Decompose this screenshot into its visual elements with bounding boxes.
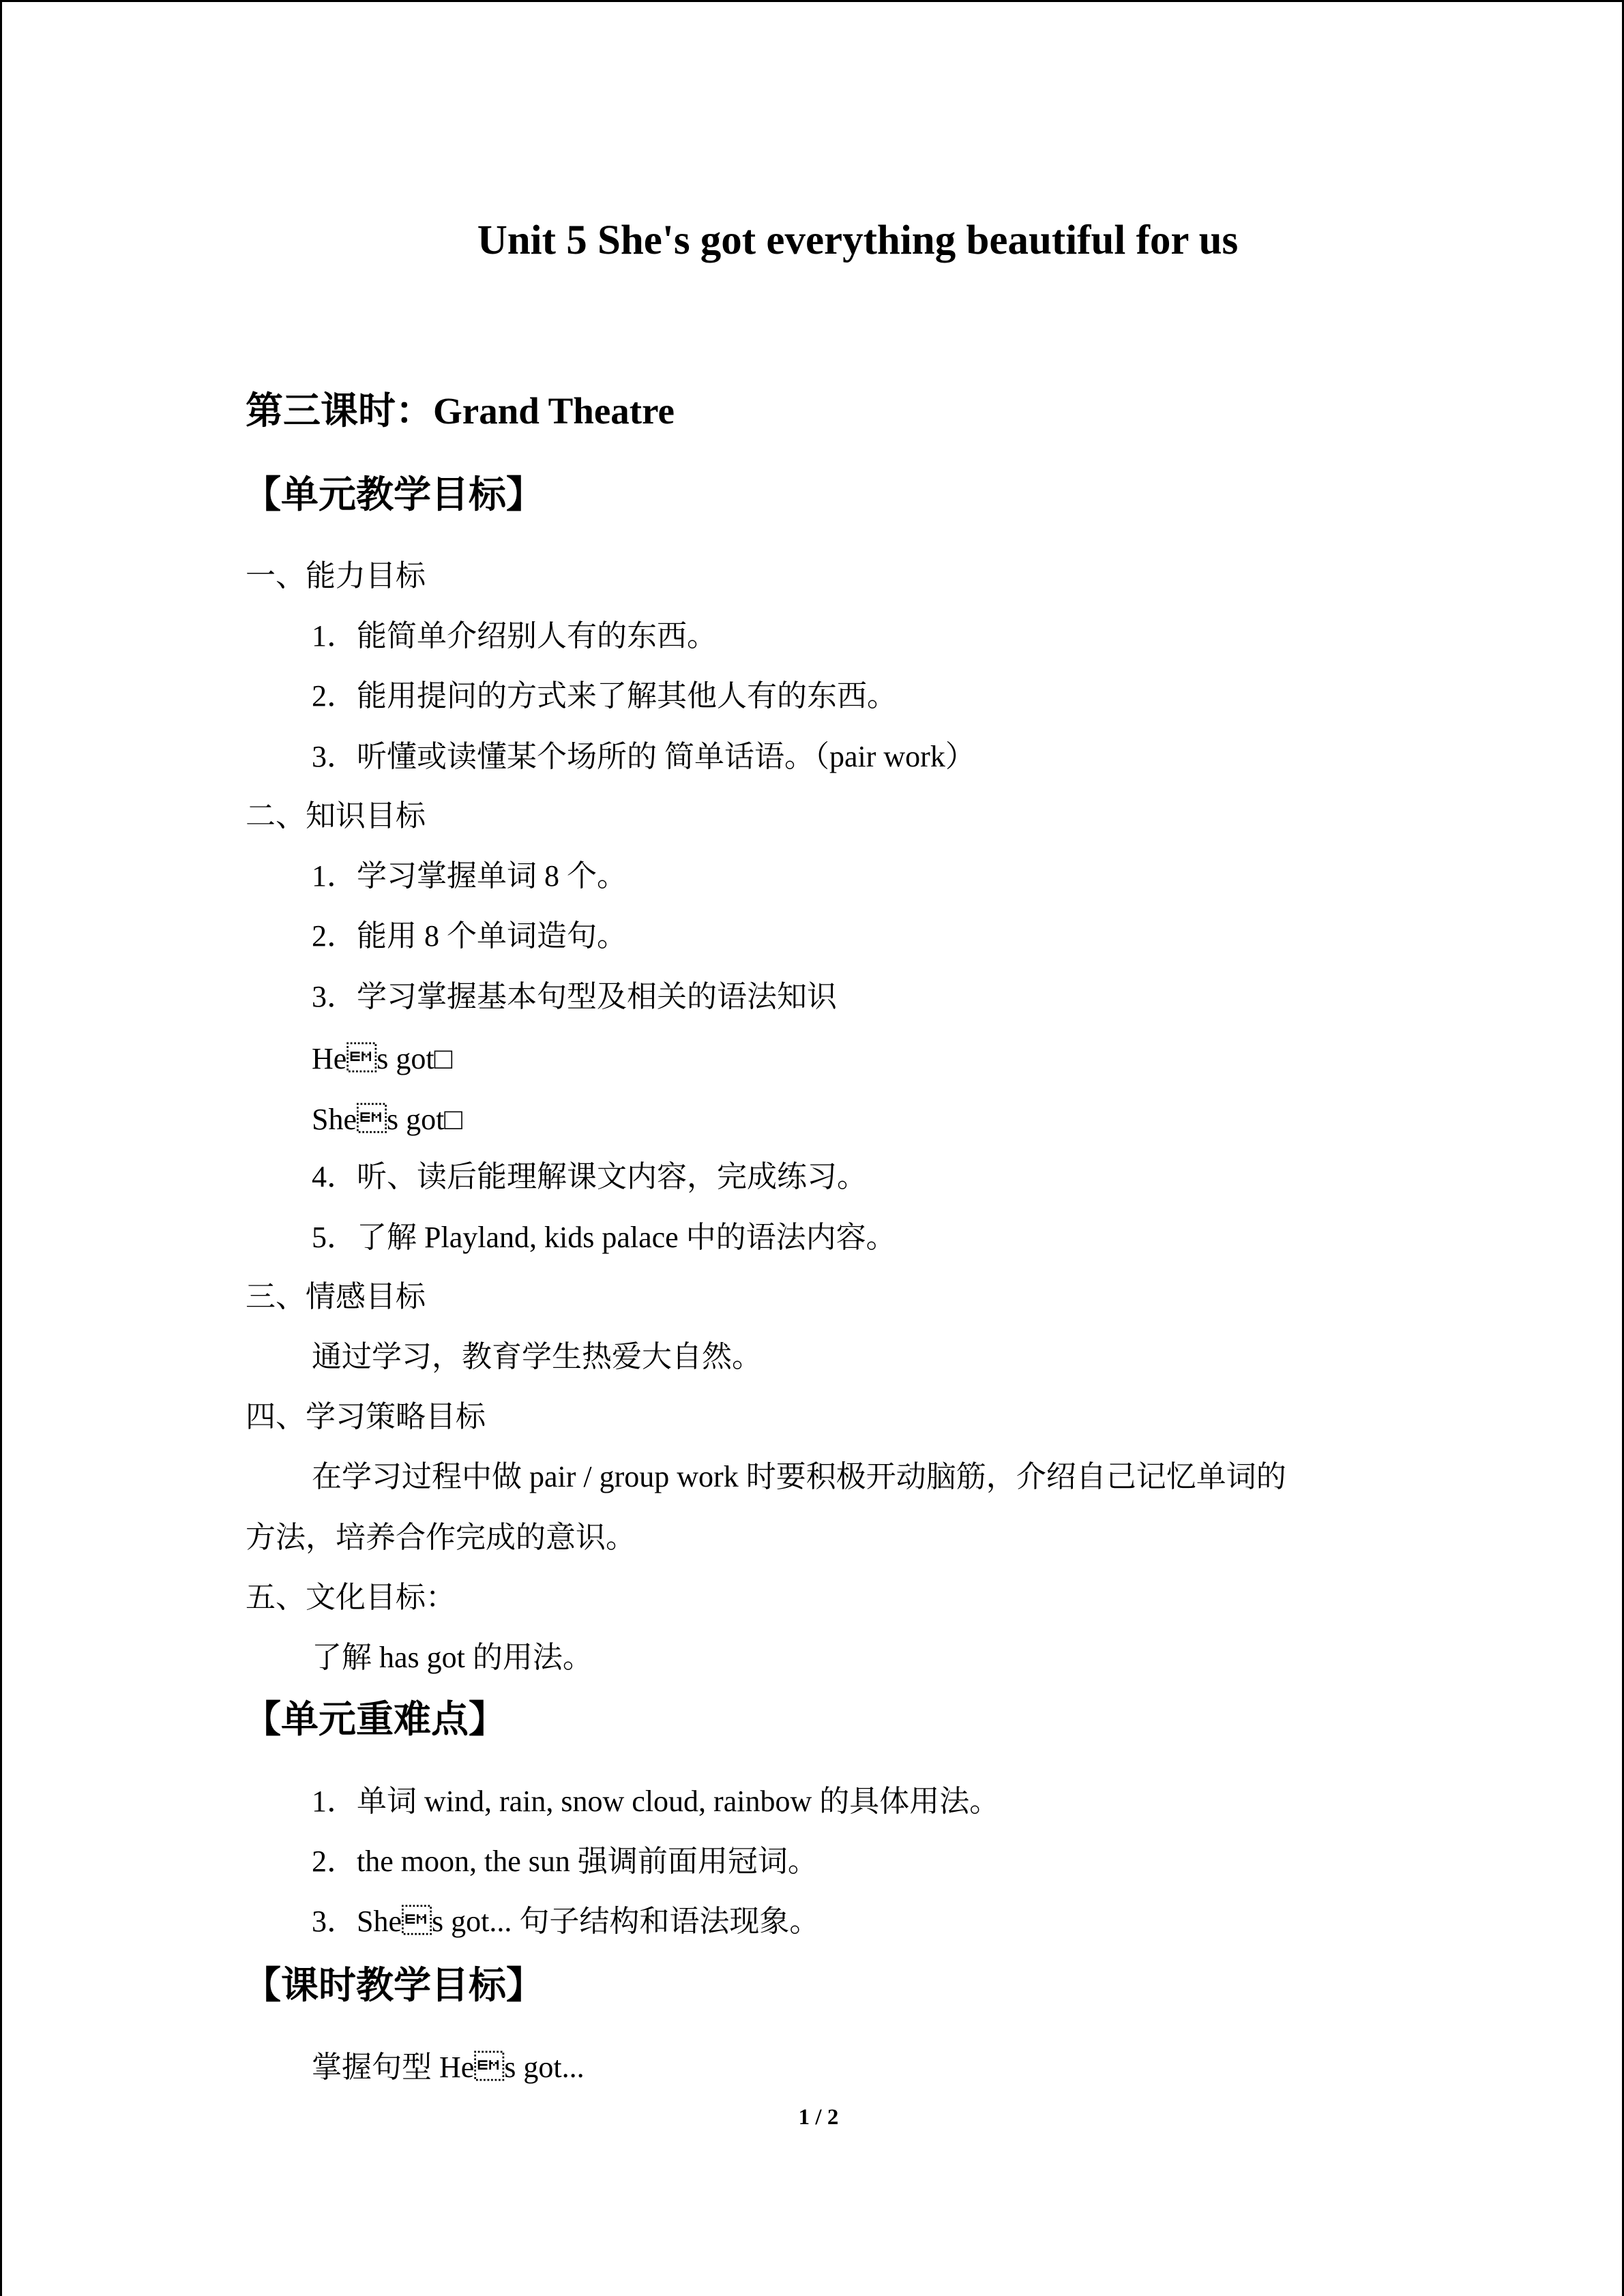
ability-item-3: 3．听懂或读懂某个场所的 简单话语。（pair work） — [312, 740, 975, 773]
page-left-border — [0, 0, 2, 2296]
knowledge-item-1: 1．学习掌握单词 8 个。 — [312, 859, 627, 893]
culture-objectives-label: 五、文化目标： — [246, 1581, 456, 1614]
knowledge-item-5: 5．了解 Playland, kids palace 中的语法内容。 — [312, 1221, 896, 1254]
culture-objectives-text: 了解 has got 的用法。 — [312, 1641, 593, 1674]
lesson-objectives-heading: 【课时教学目标】 — [243, 1965, 544, 2006]
knowledge-item-4: 4．听、读后能理解课文内容，完成练习。 — [312, 1160, 867, 1193]
emotion-objectives-text: 通过学习，教育学生热爱大自然。 — [312, 1340, 762, 1373]
emotion-objectives-label: 三、情感目标 — [246, 1280, 426, 1313]
page-top-border — [0, 0, 1624, 2]
ability-item-2: 2．能用提问的方式来了解其他人有的东西。 — [312, 679, 897, 713]
strategy-objectives-label: 四、学习策略目标 — [246, 1400, 486, 1433]
key-points-heading: 【单元重难点】 — [243, 1699, 507, 1740]
ability-item-1: 1．能简单介绍别人有的东西。 — [312, 619, 717, 653]
strategy-objectives-line-2: 方法，培养合作完成的意识。 — [246, 1521, 636, 1554]
lesson-title: 第三课时：Grand Theatre — [246, 390, 675, 432]
knowledge-item-3: 3．学习掌握基本句型及相关的语法知识 — [312, 980, 837, 1013]
knowledge-item-2: 2．能用 8 个单词造句。 — [312, 919, 627, 953]
sentence-pattern-she: Shes got□ — [312, 1103, 462, 1136]
document-title: Unit 5 She's got everything beautiful for us — [477, 218, 1239, 263]
key-point-1: 1．单词 wind, rain, snow cloud, rainbow 的具体用法。 — [312, 1785, 1000, 1818]
unit-objectives-heading: 【单元教学目标】 — [243, 474, 544, 516]
knowledge-objectives-label: 二、知识目标 — [246, 799, 426, 833]
page-number: 1 / 2 — [798, 2105, 839, 2130]
key-point-3: 3．Shes got... 句子结构和语法现象。 — [312, 1905, 820, 1938]
ability-objectives-label: 一、能力目标 — [246, 559, 426, 593]
key-point-2: 2．the moon, the sun 强调前面用冠词。 — [312, 1845, 818, 1878]
strategy-objectives-line-1: 在学习过程中做 pair / group work 时要积极开动脑筋，介绍自己记忆单词的 — [312, 1460, 1286, 1493]
sentence-pattern-he: Hes got□ — [312, 1042, 453, 1075]
lesson-objectives-text: 掌握句型 Hes got... — [312, 2051, 585, 2084]
